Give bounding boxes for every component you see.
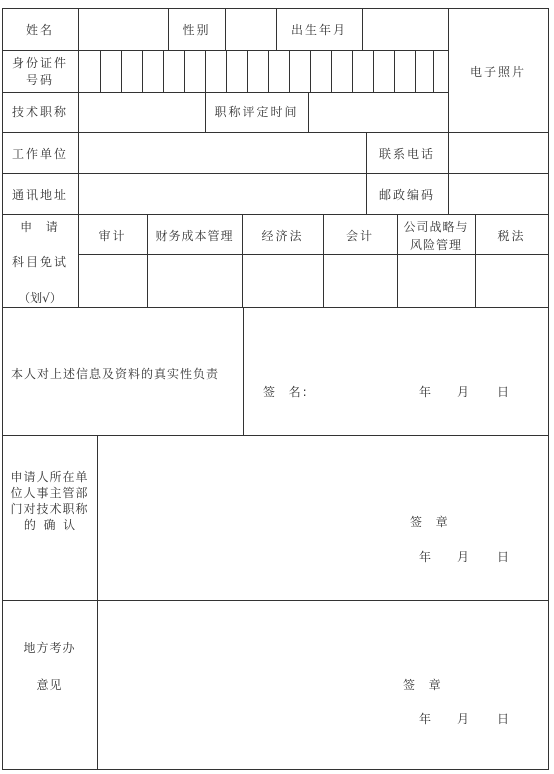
subject-strategy-line2: 风险管理 — [409, 238, 462, 252]
rule — [243, 307, 244, 435]
rule — [226, 50, 227, 92]
employer-confirm-line3: 门对技术职称 — [10, 502, 89, 516]
rule — [2, 173, 549, 174]
id-number-label-line2: 号码 — [25, 73, 54, 87]
rule — [268, 50, 269, 92]
local-seal-month: 月 — [457, 712, 472, 726]
rule — [247, 50, 248, 92]
employer-confirm-line4: 的 确 认 — [23, 518, 76, 532]
rule — [289, 50, 290, 92]
photo-label: 电子照片 — [469, 65, 526, 79]
local-seal-label: 签 章 — [403, 678, 443, 692]
subject-audit: 审计 — [98, 229, 127, 243]
rule — [2, 435, 549, 436]
subject-strategy-line1: 公司战略与 — [403, 220, 469, 234]
declaration-day: 日 — [497, 385, 512, 399]
local-office-label-line1: 地方考办 — [23, 641, 76, 655]
technical-title-label: 技术职称 — [11, 105, 68, 119]
rule — [548, 8, 549, 770]
rule — [121, 50, 122, 92]
rule — [78, 254, 549, 255]
employer-confirm-line2: 位人事主管部 — [10, 486, 89, 500]
rule — [2, 50, 448, 51]
rule — [310, 50, 311, 92]
employer-seal-label: 签 章 — [410, 515, 450, 529]
name-label: 姓名 — [25, 23, 54, 37]
rule — [184, 50, 185, 92]
rule — [97, 435, 98, 769]
rule — [2, 307, 549, 308]
rule — [394, 50, 395, 92]
rule — [142, 50, 143, 92]
title-date-label: 职称评定时间 — [214, 105, 299, 119]
declaration-year: 年 — [419, 385, 434, 399]
rule — [2, 769, 549, 770]
rule — [2, 214, 549, 215]
phone-label: 联系电话 — [378, 147, 435, 161]
rule — [448, 8, 449, 214]
id-number-label-line1: 身份证件 — [11, 56, 68, 70]
rule — [308, 92, 309, 132]
rule — [100, 50, 101, 92]
gender-label: 性别 — [182, 23, 211, 37]
subject-financial-cost-management: 财务成本管理 — [155, 229, 234, 243]
local-office-label-line2: 意见 — [36, 678, 63, 692]
subject-label-line3: （划√） — [18, 291, 62, 305]
employer-seal-month: 月 — [457, 550, 472, 564]
declaration-text: 本人对上述信息及资料的真实性负责 — [11, 367, 220, 381]
subject-accounting: 会计 — [345, 229, 374, 243]
birth-date-label: 出生年月 — [290, 23, 347, 37]
signature-label: 签 名: — [263, 385, 309, 399]
rule — [362, 8, 363, 50]
rule — [373, 50, 374, 92]
rule — [433, 50, 434, 92]
rule — [415, 50, 416, 92]
rule — [331, 50, 332, 92]
subject-label-line2: 科目免试 — [11, 255, 68, 269]
employer-seal-year: 年 — [419, 550, 434, 564]
rule — [163, 50, 164, 92]
rule — [2, 600, 549, 601]
local-seal-year: 年 — [419, 712, 434, 726]
employer-seal-day: 日 — [497, 550, 512, 564]
rule — [2, 92, 448, 93]
employer-label: 工作单位 — [11, 147, 68, 161]
subject-label-line1: 申 请 — [20, 220, 60, 234]
declaration-month: 月 — [457, 385, 472, 399]
postcode-label: 邮政编码 — [378, 188, 435, 202]
subject-tax-law: 税法 — [497, 229, 526, 243]
rule — [225, 8, 226, 50]
rule — [352, 50, 353, 92]
rule — [205, 50, 206, 92]
employer-confirm-line1: 申请人所在单 — [10, 470, 89, 484]
local-seal-day: 日 — [497, 712, 512, 726]
address-label: 通讯地址 — [11, 188, 68, 202]
subject-economic-law: 经济法 — [261, 229, 304, 243]
rule — [2, 132, 549, 133]
rule — [78, 8, 79, 307]
